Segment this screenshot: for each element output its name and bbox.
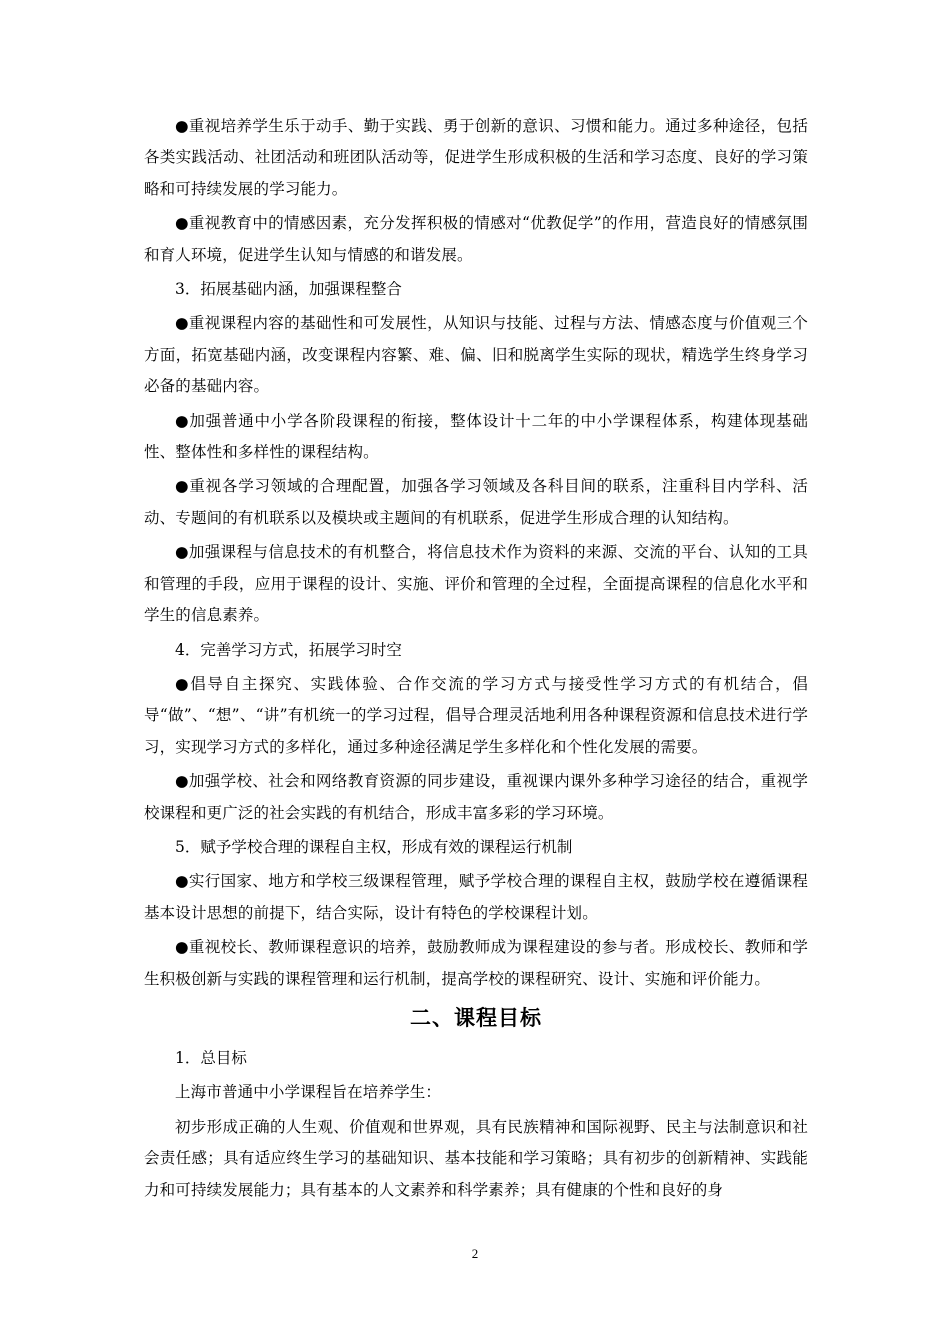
paragraph-teacher-awareness: ●重视校长、教师课程意识的培养，鼓励教师成为课程建设的参与者。形成校长、教师和学生积极创新与实践的课程管理和运行机制，提高学校的课程研究、设计、实施和评价能力。 bbox=[144, 938, 808, 988]
paragraph-goal-intro: 上海市普通中小学课程旨在培养学生： bbox=[175, 1083, 442, 1102]
paragraph-it-integration: ●加强课程与信息技术的有机整合，将信息技术作为资料的来源、交流的平台、认知的工具和管理的手段，应用于课程的设计、实施、评价和管理的全过程，全面提高课程的信息化水平和学生的信息素养。 bbox=[144, 543, 808, 625]
paragraph-practice-ability: ●重视培养学生乐于动手、勤于实践、勇于创新的意识、习惯和能力。通过多种途径，包括各类实践活动、社团活动和班团队活动等，促进学生形成积极的生活和学习态度、良好的学习策略和可持续发展的学习能力。 bbox=[144, 117, 808, 198]
paragraph-three-level-management: ●实行国家、地方和学校三级课程管理，赋予学校合理的课程自主权，鼓励学校在遵循课程基本设计思想的前提下，结合实际，设计有特色的学校课程计划。 bbox=[144, 872, 808, 922]
paragraph-domain-configuration: ●重视各学习领域的合理配置，加强各学习领域及各科目间的联系，注重科目内学科、活动、专题间的有机联系以及模块或主题间的有机联系，促进学生形成合理的认知结构。 bbox=[144, 477, 808, 527]
paragraph-goal-detail: 初步形成正确的人生观、价值观和世界观，具有民族精神和国际视野、民主与法制意识和社会责任感；具有适应终生学习的基础知识、基本技能和学习策略；具有初步的创新精神、实践能力和可持续发展能力；具有基本的人文素养和科学素养；具有健康的个性和良好的身 bbox=[144, 1117, 808, 1199]
paragraph-learning-methods: ●倡导自主探究、实践体验、合作交流的学习方式与接受性学习方式的有机结合，倡导“做”、“想”、“讲”有机统一的学习过程，倡导合理灵活地利用各种课程资源和信息技术进行学习，实现学习方式的多样化，通过多种途径满足学生多样化和个性化发展的需要。 bbox=[144, 674, 808, 756]
paragraph-emotion-factor: ●重视教育中的情感因素，充分发挥积极的情感对“优教促学”的作用，营造良好的情感氛围和育人环境，促进学生认知与情感的和谐发展。 bbox=[144, 214, 808, 264]
paragraph-curriculum-connection: ●加强普通中小学各阶段课程的衔接，整体设计十二年的中小学课程体系，构建体现基础性、整体性和多样性的课程结构。 bbox=[144, 411, 808, 462]
section-title-goals: 二、课程目标 bbox=[410, 1004, 542, 1030]
document-body bbox=[144, 111, 808, 1206]
heading-item-5: 5．赋予学校合理的课程自主权，形成有效的课程运行机制 bbox=[175, 837, 573, 856]
heading-item-3: 3．拓展基础内涵，加强课程整合 bbox=[175, 280, 402, 299]
page-number: 2 bbox=[471, 1246, 479, 1261]
heading-overall-goal: 1．总目标 bbox=[175, 1048, 247, 1067]
paragraph-resources: ●加强学校、社会和网络教育资源的同步建设，重视课内课外多种学习途径的结合，重视学校课程和更广泛的社会实践的有机结合，形成丰富多彩的学习环境。 bbox=[144, 772, 808, 822]
paragraph-content-basics: ●重视课程内容的基础性和可发展性，从知识与技能、过程与方法、情感态度与价值观三个方面，拓宽基础内涵，改变课程内容繁、难、偏、旧和脱离学生实际的现状，精选学生终身学习必备的基础内容。 bbox=[144, 314, 808, 396]
heading-item-4: 4．完善学习方式，拓展学习时空 bbox=[175, 640, 402, 659]
